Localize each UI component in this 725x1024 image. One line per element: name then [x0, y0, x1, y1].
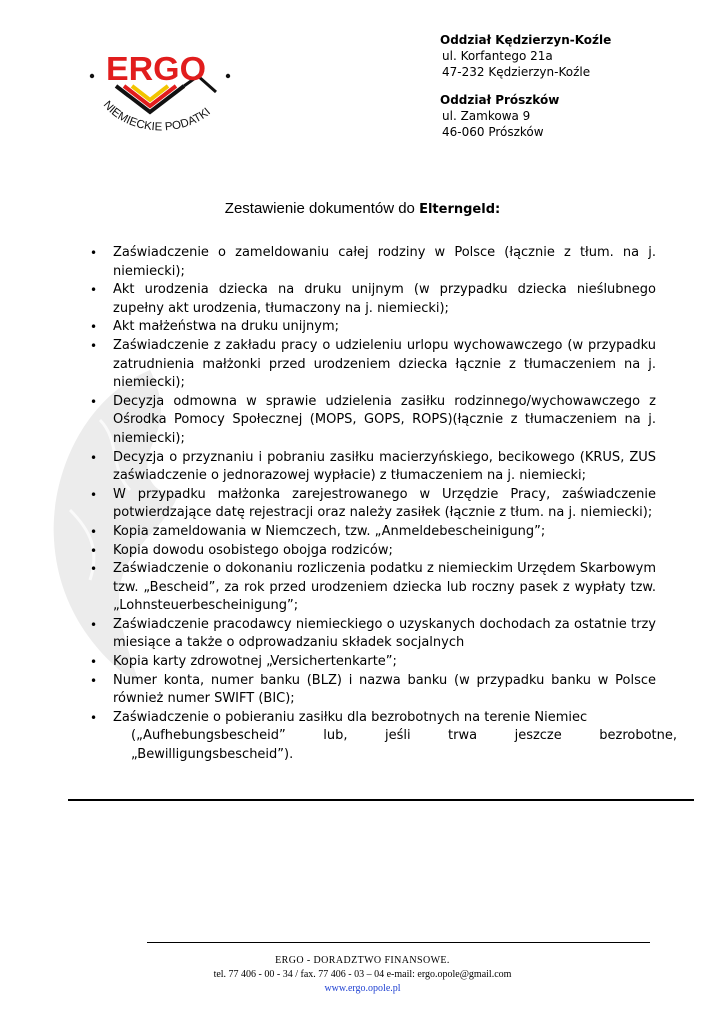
branch-name: Oddział Prószków — [440, 93, 560, 107]
branch-addresses — [440, 32, 611, 140]
title-keyword: Elterngeld: — [419, 202, 501, 217]
logo-dot-left — [90, 74, 94, 78]
content-divider — [68, 799, 694, 801]
title-prefix: Zestawienie dokumentów do — [224, 200, 420, 217]
list-item: • Kopia dowodu osobistego obojga rodziców; — [90, 542, 656, 561]
list-item: • Kopia karty zdrowotnej „Versichertenkarte”; — [90, 653, 656, 672]
branch-street: ul. Korfantego 21a — [442, 49, 553, 63]
list-item: • Zaświadczenie z zakładu pracy o udzieleniu urlopu wychowawczego (w przypadku zatrudnienia małżonki przed urodzeniem dziecka łącznie z tłumaczeniem na j. niemiecki); — [90, 337, 656, 393]
list-item: • Decyzja o przyznaniu i pobraniu zasiłku macierzyńskiego, becikowego (KRUS, ZUS zaświadczenie o jednorazowej wypłacie) z tłumaczeniem na j. niemiecki; — [90, 449, 656, 486]
logo-arc-bottom-text: NIEMIECKIE PODATKI — [100, 98, 213, 134]
footer-company: ERGO - DORADZTWO FINANSOWE. — [275, 955, 450, 966]
list-item: • Zaświadczenie o dokonaniu rozliczenia podatku z niemieckim Urzędem Skarbowym tzw. „Bescheid”, za rok przed urodzeniem dziecka lub roczny pasek z wypłaty tzw. „Lohnsteuerbescheinigung”; — [90, 560, 656, 616]
branch-city: 46-060 Prószków — [442, 125, 544, 139]
logo-dot-right — [226, 74, 230, 78]
branch-city: 47-232 Kędzierzyn-Koźle — [442, 65, 591, 79]
logo-brand-text: ERGO — [106, 50, 206, 87]
list-item: • Zaświadczenie pracodawcy niemieckiego o uzyskanych dochodach za ostatnie trzy miesiące a także o odprowadzaniu składek socjalnych — [90, 616, 656, 653]
list-item: • Akt małżeństwa na druku unijnym; — [90, 318, 656, 337]
list-item: • Numer konta, numer banku (BLZ) i nazwa banku (w przypadku banku w Polsce również numer SWIFT (BIC); — [90, 672, 656, 709]
branch-kedzierzyn — [440, 32, 611, 80]
list-item: • Zaświadczenie o zameldowaniu całej rodziny w Polsce (łącznie z tłum. na j. niemiecki); — [90, 244, 656, 281]
note-line-1: („Aufhebungsbescheid” lub, jeśli trwa jeszcze bezrobotne, — [131, 728, 677, 744]
note-line-2: „Bewilligungsbescheid”). — [131, 747, 294, 763]
page-footer — [0, 954, 725, 996]
list-item-text: Zaświadczenie o pobieraniu zasiłku dla bezrobotnych na terenie Niemiec — [113, 709, 588, 725]
list-item-note — [131, 727, 677, 764]
document-title — [0, 200, 725, 217]
list-item: • Decyzja odmowna w sprawie udzielenia zasiłku rodzinnego/wychowawczego z Ośrodka Pomocy Społecznej (MOPS, GOPS, ROPS)(łącznie z tłumaczeniem na j. niemiecki); — [90, 393, 656, 449]
ergo-logo-graphic — [76, 14, 246, 134]
footer-divider — [147, 942, 650, 943]
list-item: • Akt urodzenia dziecka na druku unijnym (w przypadku dziecka nieślubnego zupełny akt urodzenia, tłumaczony na j. niemiecki); — [90, 281, 656, 318]
footer-website-link[interactable]: www.ergo.opole.pl — [324, 983, 401, 994]
logo-arc-top-text — [76, 14, 225, 17]
company-logo — [76, 14, 246, 134]
list-item: • W przypadku małżonka zarejestrowanego w Urzędzie Pracy, zaświadczenie potwierdzające datę rejestracji oraz należy zasiłek (łącznie z tłum. na j. niemiecki); — [90, 486, 656, 523]
footer-contact: tel. 77 406 - 00 - 34 / fax. 77 406 - 03 – 04 e-mail: ergo.opole@gmail.com — [213, 969, 512, 980]
list-item: • Kopia zameldowania w Niemczech, tzw. „Anmeldebescheinigung”; — [90, 523, 656, 542]
list-item-last — [90, 709, 677, 765]
branch-name: Oddział Kędzierzyn-Koźle — [440, 33, 612, 47]
branch-proszkow — [440, 92, 611, 140]
branch-street: ul. Zamkowa 9 — [442, 109, 531, 123]
documents-list — [90, 244, 677, 765]
